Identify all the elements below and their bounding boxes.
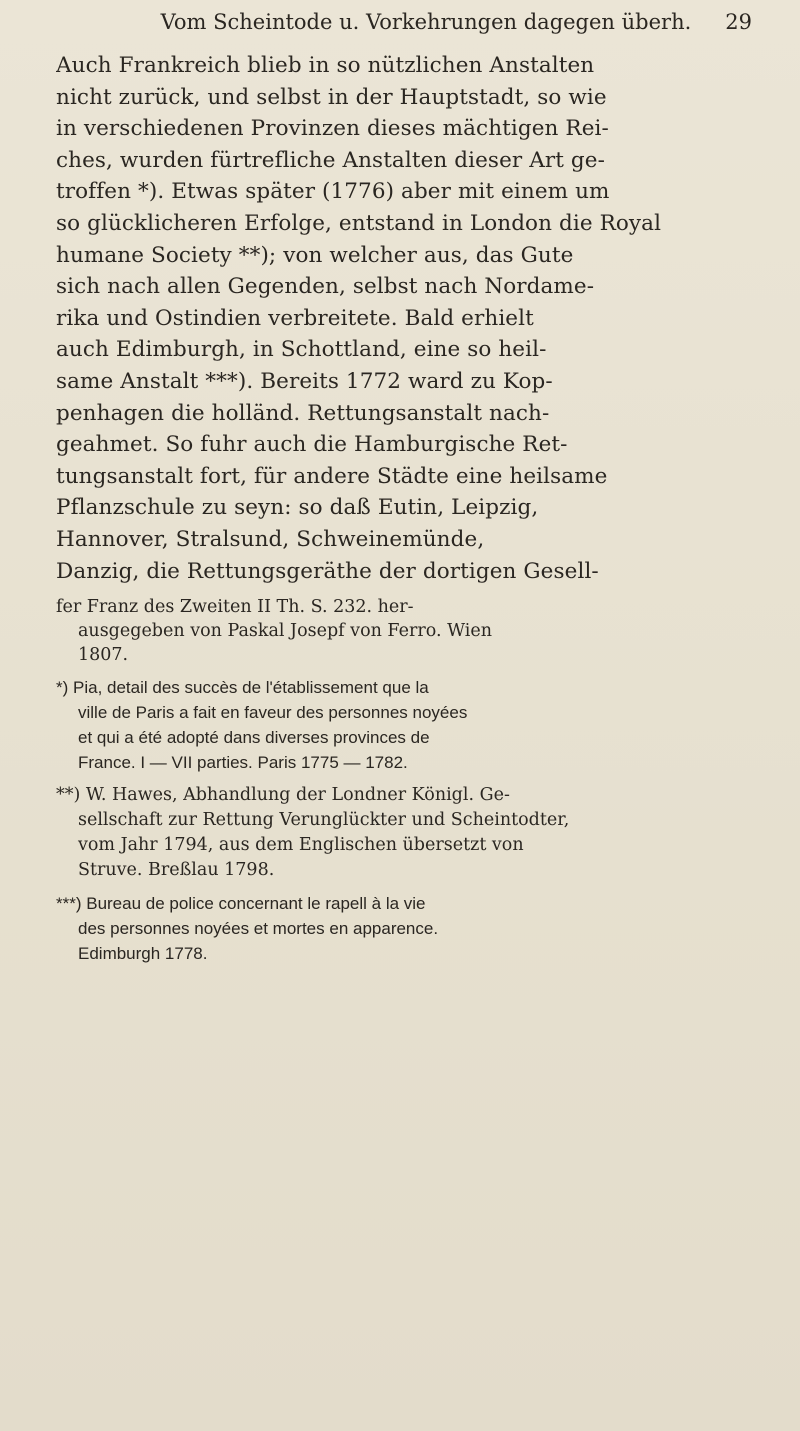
main-text xyxy=(56,50,760,587)
footnote-line: ville de Paris a fait en faveur des personnes noyées xyxy=(78,703,468,723)
text-line: ches, wurden fürtrefliche Anstalten dieser Art ge- xyxy=(56,147,605,173)
text-line: troffen *). Etwas später (1776) aber mit einem um xyxy=(56,179,610,205)
text-line: same Anstalt ***). Bereits 1772 ward zu Kop- xyxy=(56,368,553,394)
text-line: Pflanzschule zu seyn: so daß Eutin, Leipzig, xyxy=(56,495,539,521)
text-line: in verschiedenen Provinzen dieses mächtigen Rei- xyxy=(56,116,609,142)
page-number: 29 xyxy=(725,10,752,34)
footnote-3 xyxy=(56,891,760,966)
footnote-line: Struve. Breßlau 1798. xyxy=(78,860,275,881)
footnote-line: vom Jahr 1794, aus dem Englischen übersetzt von xyxy=(78,835,524,856)
footnote-line: des personnes noyées et mortes en apparence. xyxy=(78,919,439,939)
citation-continuation xyxy=(56,595,760,667)
footnote-2 xyxy=(56,783,760,883)
footnote-line: **) W. Hawes, Abhandlung der Londner Königl. Ge- xyxy=(56,785,510,806)
text-line: sich nach allen Gegenden, selbst nach Nordame- xyxy=(56,274,595,300)
footnote-line: Edimburgh 1778. xyxy=(78,944,208,964)
citation-line: 1807. xyxy=(78,645,129,666)
text-line: auch Edimburgh, in Schottland, eine so heil- xyxy=(56,337,547,363)
running-title: Vom Scheintode u. Vorkehrungen dagegen überh. xyxy=(160,10,692,34)
text-line: so glücklicheren Erfolge, entstand in London die Royal xyxy=(56,210,662,236)
footnote-line: *) Pia, detail des succès de l'établissement que la xyxy=(56,678,429,698)
footnote-1 xyxy=(56,675,760,775)
page-header xyxy=(56,10,760,44)
footnote-line: ***) Bureau de police concernant le rapell à la vie xyxy=(56,894,426,914)
text-line: geahmet. So fuhr auch die Hamburgische Ret- xyxy=(56,432,568,458)
text-line: Hannover, Stralsund, Schweinemünde, xyxy=(56,526,485,552)
text-line: tungsanstalt fort, für andere Städte eine heilsame xyxy=(56,463,608,489)
footnote-line: sellschaft zur Rettung Verunglückter und Scheintodter, xyxy=(78,810,570,831)
text-line: nicht zurück, und selbst in der Hauptstadt, so wie xyxy=(56,84,607,110)
citation-line: fer Franz des Zweiten II Th. S. 232. her- xyxy=(56,597,414,618)
text-line: humane Society **); von welcher aus, das Gute xyxy=(56,242,574,268)
text-line: Danzig, die Rettungsgeräthe der dortigen Gesell- xyxy=(56,558,599,584)
citation-line: ausgegeben von Paskal Josepf von Ferro. Wien xyxy=(78,621,492,642)
footnote-line: et qui a été adopté dans diverses provinces de xyxy=(78,728,430,748)
text-line: Auch Frankreich blieb in so nützlichen Anstalten xyxy=(56,53,595,78)
text-line: penhagen die holländ. Rettungsanstalt nach- xyxy=(56,400,550,426)
text-line: rika und Ostindien verbreitete. Bald erhielt xyxy=(56,305,534,331)
footnote-line: France. I — VII parties. Paris 1775 — 1782. xyxy=(78,753,408,773)
